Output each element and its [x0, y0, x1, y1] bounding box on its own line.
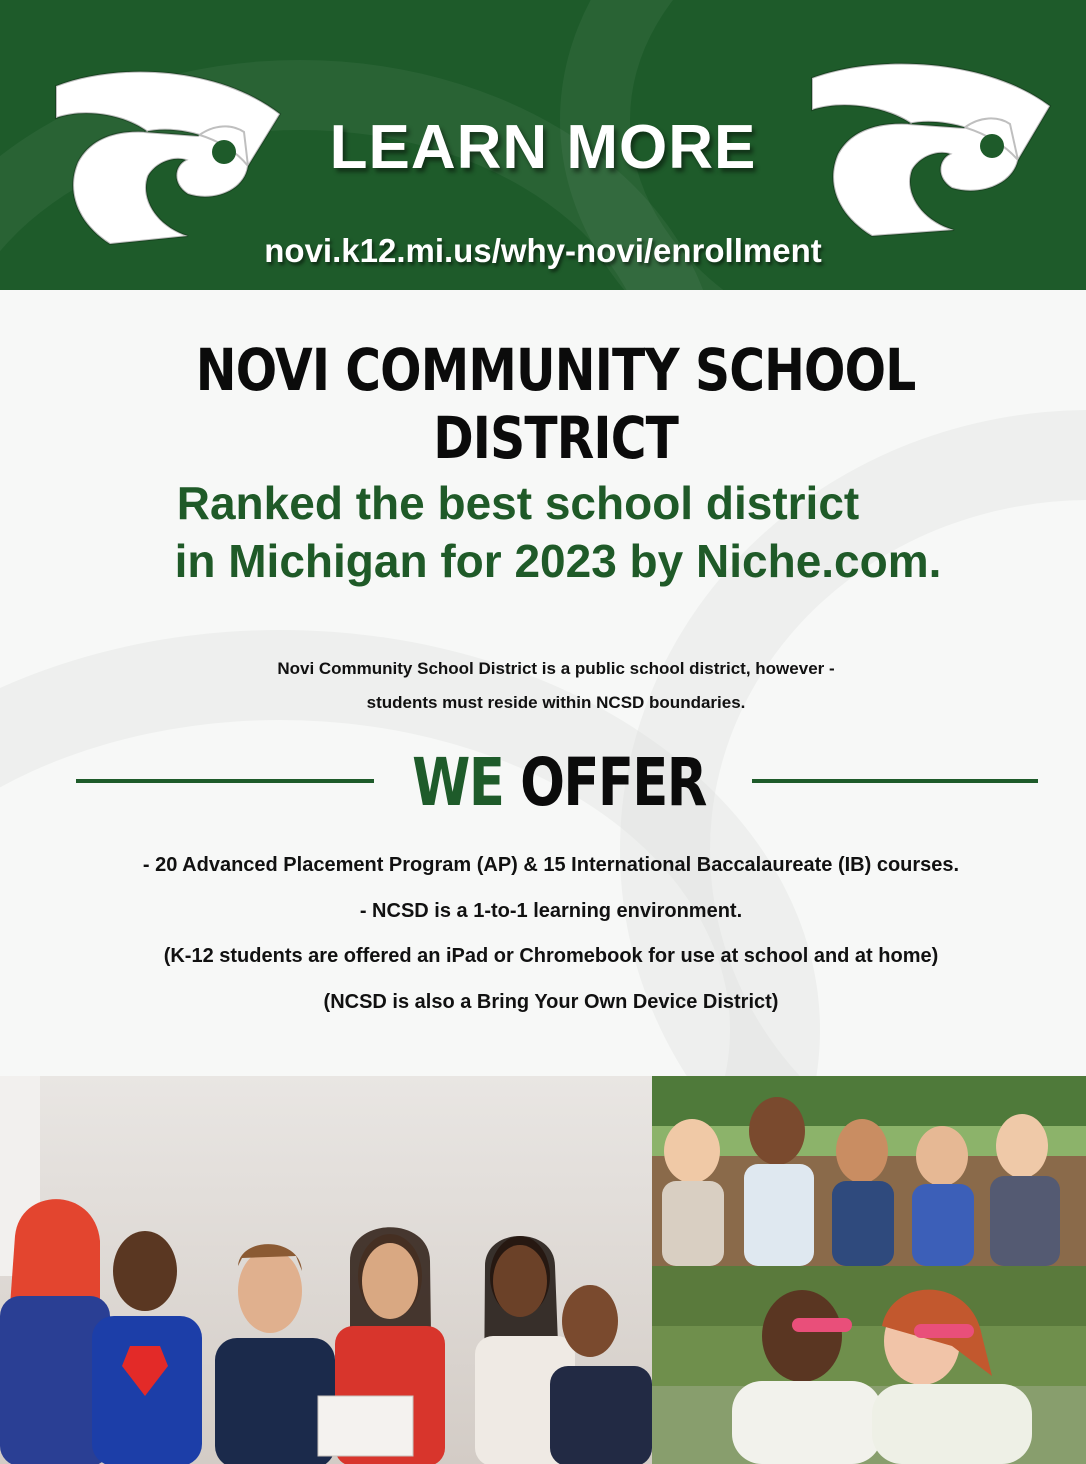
enrollment-link[interactable]: novi.k12.mi.us/why-novi/enrollment: [264, 232, 822, 269]
header-banner: [0, 0, 1086, 290]
offer-item: - 20 Advanced Placement Program (AP) & 15 International Baccalaureate (IB) courses.: [142, 854, 960, 876]
ranking-line-2: in Michigan for 2023 by Niche.com.: [174, 535, 942, 587]
students-running-photo: [652, 1266, 1086, 1464]
residency-notice: [0, 652, 1086, 720]
notice-line-1: Novi Community School District is a public school district, however -: [277, 659, 835, 678]
students-singing-photo: [0, 1076, 652, 1464]
we-word: WE: [412, 744, 504, 821]
ranking-statement: [0, 474, 1086, 590]
kindergarten-students-photo: [652, 1076, 1086, 1266]
notice-line-2: students must reside within NCSD boundaries.: [366, 693, 746, 712]
offer-item: (K-12 students are offered an iPad or Chromebook for use at school and at home): [163, 945, 939, 967]
district-title: NOVI COMMUNITY SCHOOL DISTRICT: [195, 336, 916, 472]
ranking-line-1: Ranked the best school district: [176, 477, 860, 529]
offer-item: - NCSD is a 1-to-1 learning environment.: [359, 899, 743, 922]
learn-more-heading: LEARN MORE: [329, 113, 757, 182]
we-offer-heading: [112, 744, 1006, 821]
offer-word: OFFER: [520, 744, 706, 821]
offer-item: (NCSD is also a Bring Your Own Device District): [323, 990, 779, 1013]
offer-list: [0, 843, 1086, 1025]
